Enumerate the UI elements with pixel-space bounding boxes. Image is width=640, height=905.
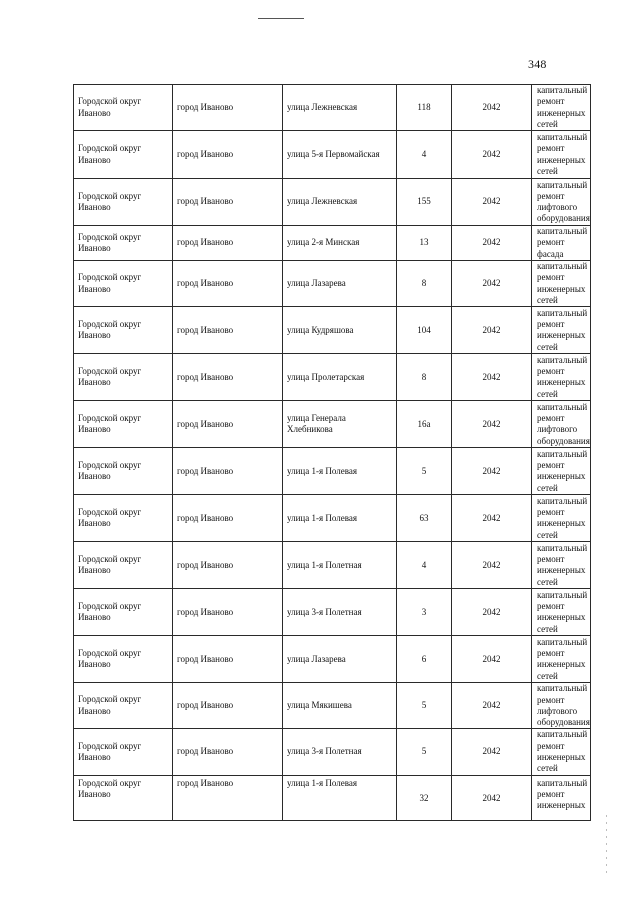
table-row (74, 636, 591, 683)
year-cell: 2042 (452, 179, 532, 226)
year-cell: 2042 (452, 131, 532, 179)
district-cell: Городской округ Иваново (74, 354, 173, 401)
city-cell: город Иваново (173, 589, 283, 636)
house-number-cell: 16а (397, 401, 452, 448)
district-cell: Городской округ Иваново (74, 542, 173, 589)
table-row (74, 307, 591, 354)
table-row (74, 85, 591, 131)
district-cell: Городской округ Иваново (74, 401, 173, 448)
street-cell: улица 5-я Первомайская (283, 131, 397, 179)
house-number-cell: 6 (397, 636, 452, 683)
table-row (74, 683, 591, 729)
street-cell: улица 3-я Полетная (283, 589, 397, 636)
year-cell: 2042 (452, 307, 532, 354)
street-cell: улица 1-я Полетная (283, 542, 397, 589)
city-cell: город Иваново (173, 179, 283, 226)
repair-type-cell: капитальный ремонт лифтового оборудования (532, 401, 591, 448)
year-cell: 2042 (452, 729, 532, 775)
repair-type-cell: капитальный ремонт инженерных сетей (532, 307, 591, 354)
house-number-cell: 63 (397, 495, 452, 542)
page-number: 348 (528, 57, 547, 71)
house-number-cell: 4 (397, 131, 452, 179)
district-cell: Городской округ Иваново (74, 775, 173, 820)
repair-type-cell: капитальный ремонт инженерных (532, 775, 591, 820)
street-cell: улица Генерала Хлебникова (283, 401, 397, 448)
year-cell: 2042 (452, 589, 532, 636)
city-cell: город Иваново (173, 636, 283, 683)
repair-type-cell: капитальный ремонт инженерных сетей (532, 448, 591, 495)
street-cell: улица Лежневская (283, 85, 397, 131)
table-row (74, 775, 591, 820)
year-cell: 2042 (452, 85, 532, 131)
repair-type-cell: капитальный ремонт инженерных сетей (532, 542, 591, 589)
repair-type-cell: капитальный ремонт лифтового оборудования (532, 683, 591, 729)
repair-type-cell: капитальный ремонт инженерных сетей (532, 131, 591, 179)
city-cell: город Иваново (173, 131, 283, 179)
house-number-cell: 3 (397, 589, 452, 636)
table-row (74, 495, 591, 542)
district-cell: Городской округ Иваново (74, 683, 173, 729)
house-number-cell: 118 (397, 85, 452, 131)
district-cell: Городской округ Иваново (74, 729, 173, 775)
city-cell: город Иваново (173, 683, 283, 729)
year-cell: 2042 (452, 261, 532, 307)
repair-type-cell: капитальный ремонт инженерных сетей (532, 729, 591, 775)
city-cell: город Иваново (173, 729, 283, 775)
city-cell: город Иваново (173, 448, 283, 495)
year-cell: 2042 (452, 542, 532, 589)
table-row (74, 131, 591, 179)
district-cell: Городской округ Иваново (74, 179, 173, 226)
table-row (74, 448, 591, 495)
repair-type-cell: капитальный ремонт лифтового оборудования (532, 179, 591, 226)
repair-type-cell: капитальный ремонт инженерных сетей (532, 636, 591, 683)
house-number-cell: 13 (397, 226, 452, 261)
district-cell: Городской округ Иваново (74, 307, 173, 354)
district-cell: Городской округ Иваново (74, 636, 173, 683)
street-cell: улица Лежневская (283, 179, 397, 226)
city-cell: город Иваново (173, 354, 283, 401)
district-cell: Городской округ Иваново (74, 131, 173, 179)
scan-artifact (606, 815, 607, 875)
repair-type-cell: капитальный ремонт инженерных сетей (532, 261, 591, 307)
house-number-cell: 8 (397, 354, 452, 401)
house-number-cell: 8 (397, 261, 452, 307)
house-number-cell: 5 (397, 729, 452, 775)
street-cell: улица 1-я Полевая (283, 448, 397, 495)
street-cell: улица 2-я Минская (283, 226, 397, 261)
year-cell: 2042 (452, 401, 532, 448)
street-cell: улица Кудряшова (283, 307, 397, 354)
house-number-cell: 4 (397, 542, 452, 589)
top-rule (258, 18, 304, 19)
district-cell: Городской округ Иваново (74, 495, 173, 542)
district-cell: Городской округ Иваново (74, 448, 173, 495)
repair-type-cell: капитальный ремонт фасада (532, 226, 591, 261)
table-row (74, 401, 591, 448)
repair-type-cell: капитальный ремонт инженерных сетей (532, 495, 591, 542)
repair-type-cell: капитальный ремонт инженерных сетей (532, 85, 591, 131)
year-cell: 2042 (452, 354, 532, 401)
year-cell: 2042 (452, 495, 532, 542)
table-row (74, 589, 591, 636)
repair-type-cell: капитальный ремонт инженерных сетей (532, 589, 591, 636)
house-number-cell: 155 (397, 179, 452, 226)
street-cell: улица Пролетарская (283, 354, 397, 401)
street-cell: улица Лазарева (283, 636, 397, 683)
street-cell: улица 1-я Полевая (283, 775, 397, 820)
street-cell: улица 1-я Полевая (283, 495, 397, 542)
city-cell: город Иваново (173, 542, 283, 589)
table-row (74, 261, 591, 307)
city-cell: город Иваново (173, 495, 283, 542)
table-body (74, 85, 591, 821)
year-cell: 2042 (452, 775, 532, 820)
city-cell: город Иваново (173, 775, 283, 820)
house-number-cell: 5 (397, 683, 452, 729)
district-cell: Городской округ Иваново (74, 85, 173, 131)
year-cell: 2042 (452, 448, 532, 495)
table-row (74, 542, 591, 589)
table-row (74, 729, 591, 775)
city-cell: город Иваново (173, 261, 283, 307)
district-cell: Городской округ Иваново (74, 226, 173, 261)
table-row (74, 354, 591, 401)
street-cell: улица Мякишева (283, 683, 397, 729)
city-cell: город Иваново (173, 401, 283, 448)
house-number-cell: 104 (397, 307, 452, 354)
city-cell: город Иваново (173, 307, 283, 354)
house-number-cell: 32 (397, 775, 452, 820)
district-cell: Городской округ Иваново (74, 589, 173, 636)
table-row (74, 226, 591, 261)
repair-type-cell: капитальный ремонт инженерных сетей (532, 354, 591, 401)
city-cell: город Иваново (173, 226, 283, 261)
repair-schedule-table (73, 84, 591, 821)
street-cell: улица 3-я Полетная (283, 729, 397, 775)
house-number-cell: 5 (397, 448, 452, 495)
year-cell: 2042 (452, 226, 532, 261)
table-row (74, 179, 591, 226)
year-cell: 2042 (452, 683, 532, 729)
year-cell: 2042 (452, 636, 532, 683)
district-cell: Городской округ Иваново (74, 261, 173, 307)
city-cell: город Иваново (173, 85, 283, 131)
street-cell: улица Лазарева (283, 261, 397, 307)
